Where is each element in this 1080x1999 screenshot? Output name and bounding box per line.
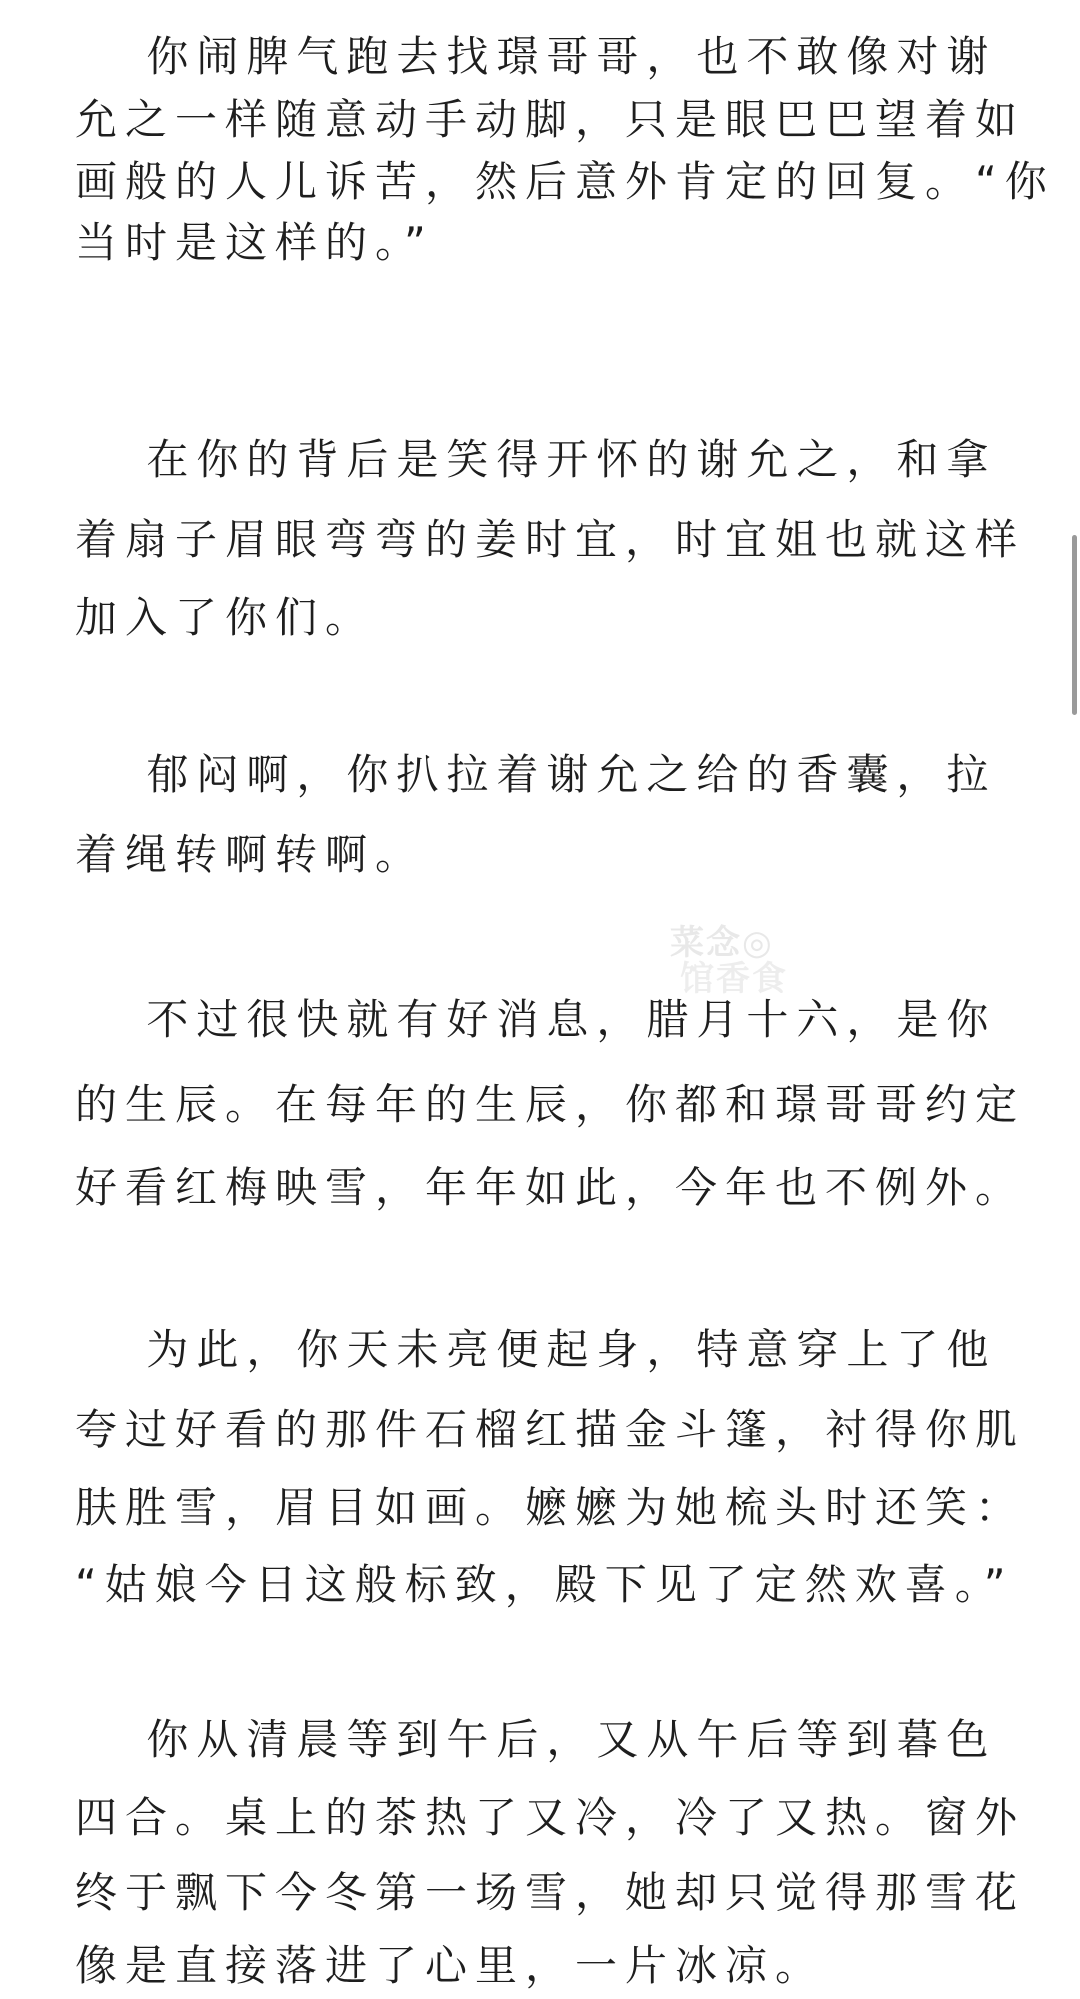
scrollbar[interactable] bbox=[1070, 0, 1078, 1999]
paragraph-line: 你闹脾气跑去找璟哥哥，也不敢像对谢 bbox=[75, 32, 997, 81]
watermark-line: 菜念◎ bbox=[670, 923, 774, 963]
paragraph-line: 的生辰。在每年的生辰，你都和璟哥哥约定 bbox=[75, 1080, 1026, 1129]
paragraph-line: 在你的背后是笑得开怀的谢允之，和拿 bbox=[75, 435, 997, 484]
paragraph-line: “姑娘今日这般标致，殿下见了定然欢喜。” bbox=[75, 1560, 1014, 1609]
paragraph-line: 好看红梅映雪，年年如此，今年也不例外。 bbox=[75, 1163, 1026, 1212]
paragraph-line: 像是直接落进了心里，一片冰凉。 bbox=[75, 1941, 826, 1990]
paragraph-line: 郁闷啊，你扒拉着谢允之给的香囊，拉 bbox=[75, 750, 997, 799]
paragraph-line: 不过很快就有好消息，腊月十六，是你 bbox=[75, 995, 997, 1044]
paragraph-line: 允之一样随意动手动脚，只是眼巴巴望着如 bbox=[75, 95, 1026, 144]
scroll-thumb[interactable] bbox=[1072, 535, 1077, 715]
paragraph-line: 着绳转啊转啊。 bbox=[75, 830, 426, 879]
paragraph-line: 你从清晨等到午后，又从午后等到暮色 bbox=[75, 1715, 997, 1764]
paragraph-line: 画般的人儿诉苦，然后意外肯定的回复。“你 bbox=[75, 157, 1055, 206]
paragraph-line: 肤胜雪，眉目如画。嬷嬷为她梳头时还笑： bbox=[75, 1483, 1026, 1532]
paragraph-line: 加入了你们。 bbox=[75, 593, 376, 642]
paragraph-line: 终于飘下今冬第一场雪，她却只觉得那雪花 bbox=[75, 1868, 1026, 1917]
paragraph-line: 为此，你天未亮便起身，特意穿上了他 bbox=[75, 1325, 997, 1374]
watermark-line: 馆香食 bbox=[680, 959, 788, 999]
paragraph-line: 着扇子眉眼弯弯的姜时宜，时宜姐也就这样 bbox=[75, 515, 1026, 564]
paragraph-line: 四合。桌上的茶热了又冷，冷了又热。窗外 bbox=[75, 1793, 1026, 1842]
paragraph-line: 当时是这样的。” bbox=[75, 218, 434, 267]
watermark bbox=[670, 925, 788, 997]
paragraph-line: 夸过好看的那件石榴红描金斗篷，衬得你肌 bbox=[75, 1405, 1026, 1454]
